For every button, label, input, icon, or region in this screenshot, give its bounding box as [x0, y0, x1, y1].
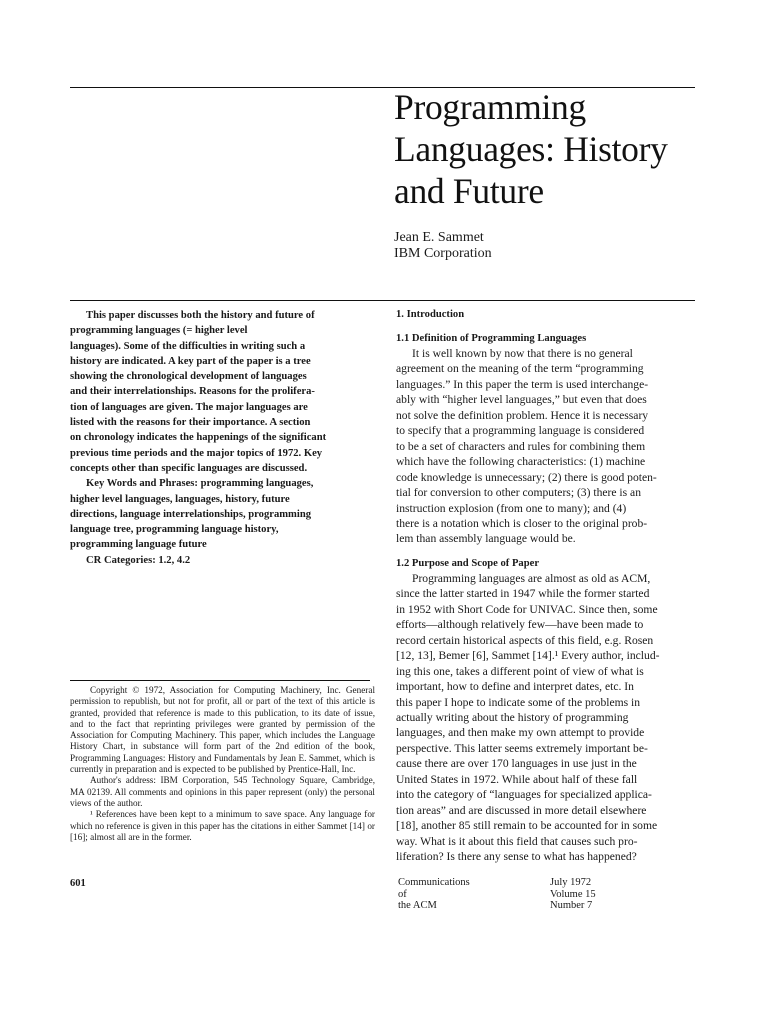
issue-date: July 1972: [550, 877, 592, 888]
journal-name-line: Communications: [398, 877, 470, 888]
abstract-line: This paper discusses both the history and future of: [86, 310, 315, 321]
keywords-line: programming language future: [70, 539, 207, 551]
journal-name-line: the ACM: [398, 900, 437, 911]
body-line: not solve the definition problem. Hence it is necessary: [396, 408, 649, 422]
abstract-line: showing the chronological development of languages: [70, 371, 307, 383]
body-line: tion areas” and are discussed in more detail elsewhere: [396, 803, 647, 817]
issue-info: [550, 877, 596, 912]
author-affiliation: IBM Corporation: [394, 246, 492, 261]
body-line: to specify that a programming language is considered: [396, 424, 645, 438]
body-line: important, how to define and interpret dates, etc. In: [396, 680, 634, 694]
title-line-2: Languages: History: [394, 129, 668, 169]
title-line-3: and Future: [394, 171, 544, 211]
body-line: into the category of “languages for specialized applica-: [396, 788, 652, 802]
body-line: in 1952 with Short Code for UNIVAC. Since then, some: [396, 602, 658, 616]
body-line: way. What is it about this field that causes such pro-: [396, 834, 638, 848]
body-column: [396, 308, 700, 865]
body-line: It is well known by now that there is no general: [412, 347, 633, 360]
journal-name: [398, 877, 470, 912]
abstract-line: listed with the reasons for their importance. A section: [70, 417, 311, 429]
body-line: agreement on the meaning of the term “programming: [396, 362, 644, 376]
section-heading-introduction: 1. Introduction: [396, 309, 465, 320]
body-line: cause there are over 170 languages in use just in the: [396, 757, 637, 771]
body-line: languages.” In this paper the term is used interchange-: [396, 377, 649, 391]
subsection-heading-purpose: 1.2 Purpose and Scope of Paper: [396, 557, 540, 569]
abstract-line: programming languages (= higher level: [70, 325, 248, 337]
body-line: record certain historical aspects of this field, e.g. Rosen: [396, 633, 654, 647]
footnotes: [70, 685, 375, 843]
cr-categories: CR Categories: 1.2, 4.2: [86, 554, 191, 566]
body-line: lem than assembly language would be.: [396, 532, 576, 546]
author-address: Author's address: IBM Corporation, 545 Technology Square, Cambridge, MA 02139. All comments and opinions in this paper represent (only) the personal views of the author.: [70, 775, 375, 808]
abstract-line: tion of languages are given. The major languages are: [70, 401, 308, 413]
abstract-line: and their interrelationships. Reasons for the prolifera-: [70, 386, 315, 398]
author-name: Jean E. Sammet: [394, 230, 484, 245]
article-title: [394, 86, 734, 212]
subsection-heading-definition: 1.1 Definition of Programming Languages: [396, 333, 587, 344]
keywords-line: language tree, programming language history,: [70, 524, 279, 536]
body-line: United States in 1972. While about half of these fall: [396, 772, 638, 786]
issue-number: Number 7: [550, 900, 593, 911]
body-line: there is a notation which is closer to the original prob-: [396, 516, 648, 530]
body-line: since the latter started in 1947 while the former started: [396, 587, 650, 601]
body-line: languages, and then make my own attempt to provide: [396, 726, 645, 740]
journal-name-line: of: [398, 888, 407, 900]
body-line: liferation? Is there any sense to what has happened?: [396, 850, 637, 864]
body-line: Programming languages are almost as old as ACM,: [412, 571, 651, 585]
abstract-line: history are indicated. A key part of the paper is a tree: [70, 355, 311, 367]
body-line: to be a set of characters and rules for combining them: [396, 439, 646, 453]
abstract-line: concepts other than specific languages are discussed.: [70, 462, 308, 474]
footnote-1: ¹ References have been kept to a minimum to save space. Any language for which no reference is given in this paper has the citations in either Sammet [14] or [16]; almost all are in the former.: [70, 809, 375, 842]
page-number: 601: [70, 878, 86, 889]
copyright-notice: Copyright © 1972, Association for Computing Machinery, Inc. General permission to republish, but not for profit, all or part of the text of this article is granted, provided that reference is made to this publication, to its date of issue, and to the fact that reprinting privileges were granted by permission of the Association for Computing Machinery. This paper, which includes the Language History Chart, in substance will form part of the 2nd edition of the book, Programming Languages: History and Fundamentals by Jean E. Sammet, which is currently in preparation and is expected to be published by Prentice-Hall, Inc.: [70, 685, 375, 775]
body-line: ing this one, takes a different point of view of what is: [396, 664, 644, 678]
body-line: efforts—although relatively few—have been made to: [396, 618, 644, 632]
author-block: [394, 230, 492, 262]
keywords-line: Key Words and Phrases: programming languages,: [86, 478, 314, 490]
issue-volume: Volume 15: [550, 888, 596, 900]
body-line: actually writing about the history of programming: [396, 710, 629, 724]
body-line: [18], another 85 still remain to be accounted for in some: [396, 819, 658, 833]
footnote-rule: [70, 680, 370, 681]
body-line: instruction explosion (from one to many); and (4): [396, 501, 627, 515]
keywords-line: directions, language interrelationships, programming: [70, 508, 312, 520]
body-line: which have the following characteristics: (1) machine: [396, 455, 646, 469]
abstract: [70, 308, 360, 568]
abstract-line: languages). Some of the difficulties in writing such a: [70, 340, 306, 352]
body-line: ably with “higher level languages,” but even that does: [396, 393, 647, 407]
abstract-line: on chronology indicates the happenings of the significant: [70, 432, 327, 444]
title-line-1: Programming: [394, 87, 586, 127]
body-line: tial for conversion to other computers; (3) there is an: [396, 486, 642, 500]
abstract-line: previous time periods and the major topics of 1972. Key: [70, 447, 323, 459]
body-line: perspective. This latter seems extremely important be-: [396, 741, 648, 755]
body-line: code knowledge is unnecessary; (2) there is good poten-: [396, 470, 657, 484]
body-line: this paper I hope to indicate some of the problems in: [396, 695, 641, 709]
body-line: [12, 13], Bemer [6], Sammet [14].¹ Every author, includ-: [396, 649, 660, 663]
section-rule: [70, 300, 695, 301]
keywords-line: higher level languages, languages, history, future: [70, 493, 290, 505]
